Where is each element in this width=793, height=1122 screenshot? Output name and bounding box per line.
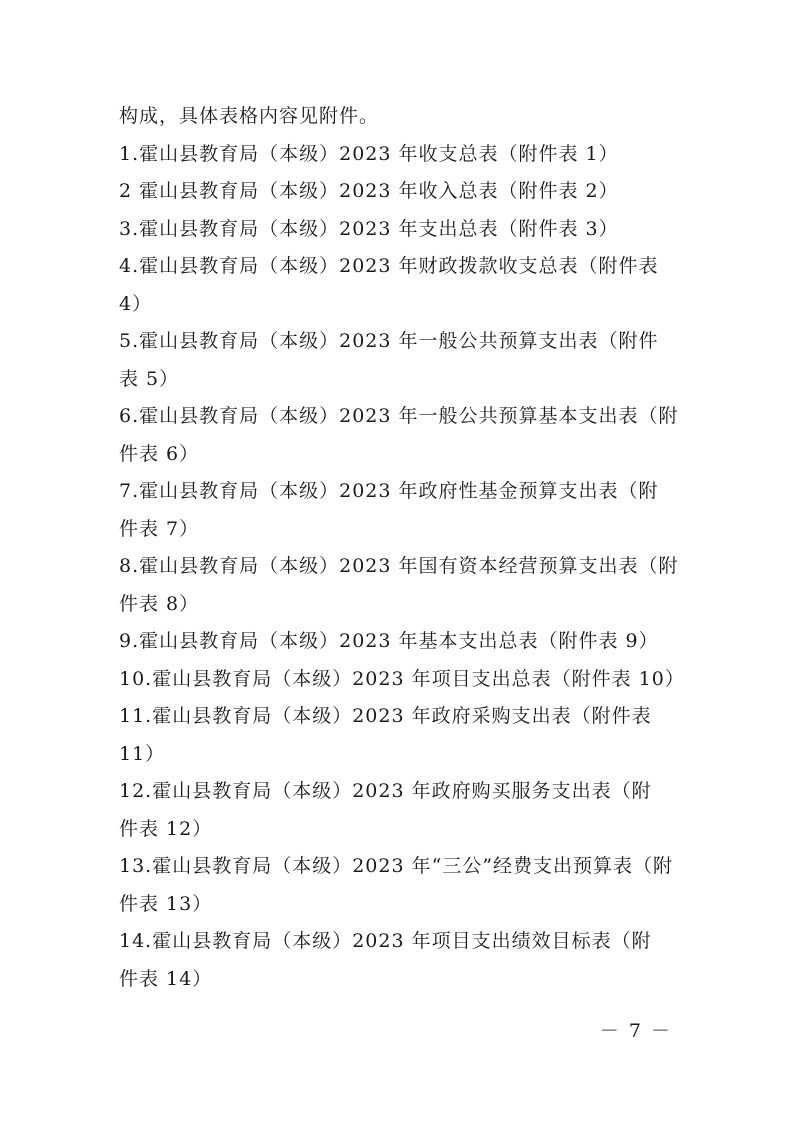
list-item-14-cont: 件表 14）	[119, 967, 213, 990]
list-item-12-cont: 件表 12）	[119, 817, 213, 840]
list-item-4: 4.霍山县教育局（本级）2023 年财政拨款收支总表（附件表	[119, 255, 659, 277]
list-item-5: 5.霍山县教育局（本级）2023 年一般公共预算支出表（附件	[119, 330, 659, 352]
list-item-3: 3.霍山县教育局（本级）2023 年支出总表（附件表 3）	[119, 217, 619, 240]
list-item-13-cont: 件表 13）	[119, 892, 213, 915]
list-item-8: 8.霍山县教育局（本级）2023 年国有资本经营预算支出表（附	[119, 555, 679, 577]
list-item-1: 1.霍山县教育局（本级）2023 年收支总表（附件表 1）	[119, 142, 619, 165]
list-item-8-cont: 件表 8）	[119, 592, 200, 615]
list-item-6-cont: 件表 6）	[119, 442, 200, 465]
attachment-list	[119, 98, 685, 998]
page-number: － 7 －	[599, 1020, 672, 1042]
list-item-11: 11.霍山县教育局（本级）2023 年政府采购支出表（附件表	[119, 705, 652, 727]
list-item-10: 10.霍山县教育局（本级）2023 年项目支出总表（附件表 10）	[119, 667, 685, 690]
intro-line: 构成，具体表格内容见附件。	[119, 105, 380, 127]
list-item-12: 12.霍山县教育局（本级）2023 年政府购买服务支出表（附	[119, 780, 652, 802]
list-item-11-cont: 11）	[119, 742, 166, 765]
list-item-4-cont: 4）	[119, 292, 153, 315]
list-item-5-cont: 表 5）	[119, 367, 180, 390]
list-item-13: 13.霍山县教育局（本级）2023 年“三公”经费支出预算表（附	[119, 855, 674, 877]
list-item-7: 7.霍山县教育局（本级）2023 年政府性基金预算支出表（附	[119, 480, 659, 502]
list-item-14: 14.霍山县教育局（本级）2023 年项目支出绩效目标表（附	[119, 930, 652, 952]
list-item-6: 6.霍山县教育局（本级）2023 年一般公共预算基本支出表（附	[119, 405, 679, 427]
list-item-7-cont: 件表 7）	[119, 517, 200, 540]
list-item-2: 2 霍山县教育局（本级）2023 年收入总表（附件表 2）	[119, 180, 619, 202]
list-item-9: 9.霍山县教育局（本级）2023 年基本支出总表（附件表 9）	[119, 630, 659, 652]
